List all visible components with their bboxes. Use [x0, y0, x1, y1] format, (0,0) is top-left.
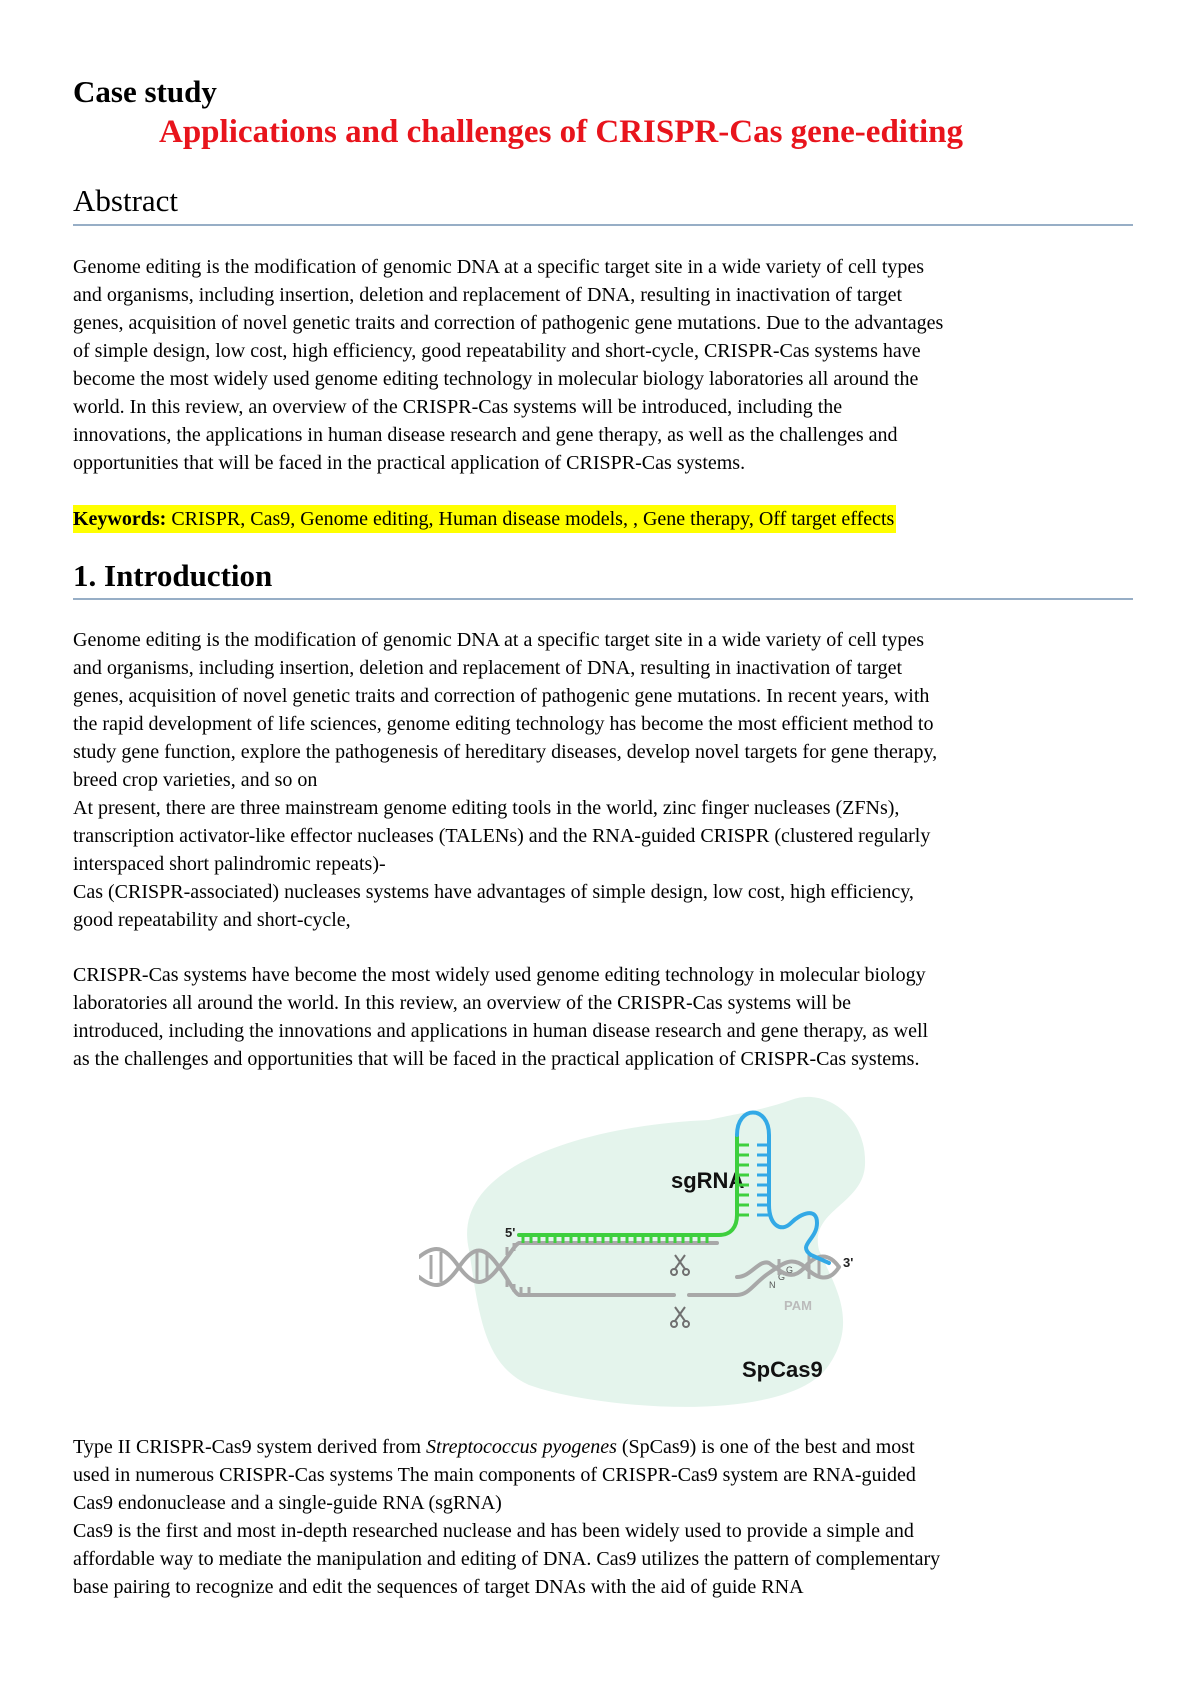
keywords-list: CRISPR, Cas9, Genome editing, Human disease models, , Gene therapy, Off target effects	[166, 508, 895, 530]
text-line: Type II CRISPR-Cas9 system derived from Streptococcus pyogenes (SpCas9) is one of the best and most	[73, 1436, 915, 1458]
pam-letter-n: N	[769, 1280, 776, 1290]
text-line: introduced, including the innovations and applications in human disease research and gene therapy, as well	[73, 1020, 929, 1042]
text-line: genes, acquisition of novel genetic traits and correction of pathogenic gene mutations. Due to the advantages	[73, 312, 944, 334]
intro-paragraph-3	[73, 1433, 1148, 1601]
keywords-line	[73, 505, 896, 533]
abstract-divider	[73, 224, 1133, 226]
introduction-heading: 1. Introduction	[73, 558, 273, 593]
text-line: of simple design, low cost, high efficiency, good repeatability and short-cycle, CRISPR-Cas systems have	[73, 340, 921, 362]
text-line: opportunities that will be faced in the practical application of CRISPR-Cas systems.	[73, 452, 746, 474]
text-line: used in numerous CRISPR-Cas systems The main components of CRISPR-Cas9 system are RNA-guided	[73, 1464, 916, 1486]
three-prime-label: 3'	[843, 1255, 854, 1270]
abstract-heading: Abstract	[73, 183, 179, 218]
intro-paragraph-1	[73, 626, 1148, 934]
text-line: Cas (CRISPR-associated) nucleases systems have advantages of simple design, low cost, high efficiency,	[73, 881, 914, 903]
pam-letter-g: G	[786, 1265, 794, 1275]
text-line: breed crop varieties, and so on	[73, 769, 318, 791]
case-study-label: Case study	[73, 74, 217, 109]
text-line: interspaced short palindromic repeats)-	[73, 853, 386, 875]
text-line: affordable way to mediate the manipulation and editing of DNA. Cas9 utilizes the pattern of complementary	[73, 1548, 941, 1570]
text-line: innovations, the applications in human disease research and gene therapy, as well as the challenges and	[73, 424, 898, 446]
document-title: Applications and challenges of CRISPR-Cas gene-editing	[159, 114, 963, 150]
intro-paragraph-2	[73, 961, 1148, 1073]
abstract-paragraph	[73, 253, 1148, 477]
pam-label: PAM	[784, 1298, 812, 1313]
text-line: genes, acquisition of novel genetic traits and correction of pathogenic gene mutations. In recent years, with	[73, 685, 930, 707]
species-name: Streptococcus pyogenes	[426, 1436, 617, 1458]
pam-letter-g: G	[778, 1272, 786, 1282]
text-line: Cas9 is the first and most in-depth researched nuclease and has been widely used to provide a simple and	[73, 1520, 914, 1542]
crispr-cas9-diagram	[419, 1095, 869, 1415]
text-line: and organisms, including insertion, deletion and replacement of DNA, resulting in inactivation of target	[73, 284, 903, 306]
text-line: Cas9 endonuclease and a single-guide RNA (sgRNA)	[73, 1492, 502, 1514]
text-line: At present, there are three mainstream genome editing tools in the world, zinc finger nucleases (ZFNs),	[73, 797, 900, 819]
text-line: transcription activator-like effector nucleases (TALENs) and the RNA-guided CRISPR (clustered regularly	[73, 825, 931, 847]
keywords-label: Keywords:	[73, 508, 167, 530]
text-line: as the challenges and opportunities that will be faced in the practical application of CRISPR-Cas systems.	[73, 1048, 920, 1070]
text-line: and organisms, including insertion, deletion and replacement of DNA, resulting in inactivation of target	[73, 657, 903, 679]
text-line: good repeatability and short-cycle,	[73, 909, 351, 931]
text-line: world. In this review, an overview of the CRISPR-Cas systems will be introduced, including the	[73, 396, 843, 418]
text-line: Genome editing is the modification of genomic DNA at a specific target site in a wide variety of cell types	[73, 256, 925, 278]
text-line: laboratories all around the world. In this review, an overview of the CRISPR-Cas systems will be	[73, 992, 851, 1014]
text-line: become the most widely used genome editing technology in molecular biology laboratories all around the	[73, 368, 919, 390]
text-line: the rapid development of life sciences, genome editing technology has become the most efficient method to	[73, 713, 934, 735]
five-prime-label: 5'	[505, 1225, 516, 1240]
introduction-divider	[73, 598, 1133, 600]
text-line: Genome editing is the modification of genomic DNA at a specific target site in a wide variety of cell types	[73, 629, 925, 651]
text-line: study gene function, explore the pathogenesis of hereditary diseases, develop novel targets for gene therapy,	[73, 741, 938, 763]
text-line: CRISPR-Cas systems have become the most widely used genome editing technology in molecular biology	[73, 964, 926, 986]
text-line: base pairing to recognize and edit the sequences of target DNAs with the aid of guide RNA	[73, 1576, 804, 1598]
sgrna-label: sgRNA	[671, 1168, 745, 1193]
spcas9-label: SpCas9	[742, 1357, 823, 1382]
